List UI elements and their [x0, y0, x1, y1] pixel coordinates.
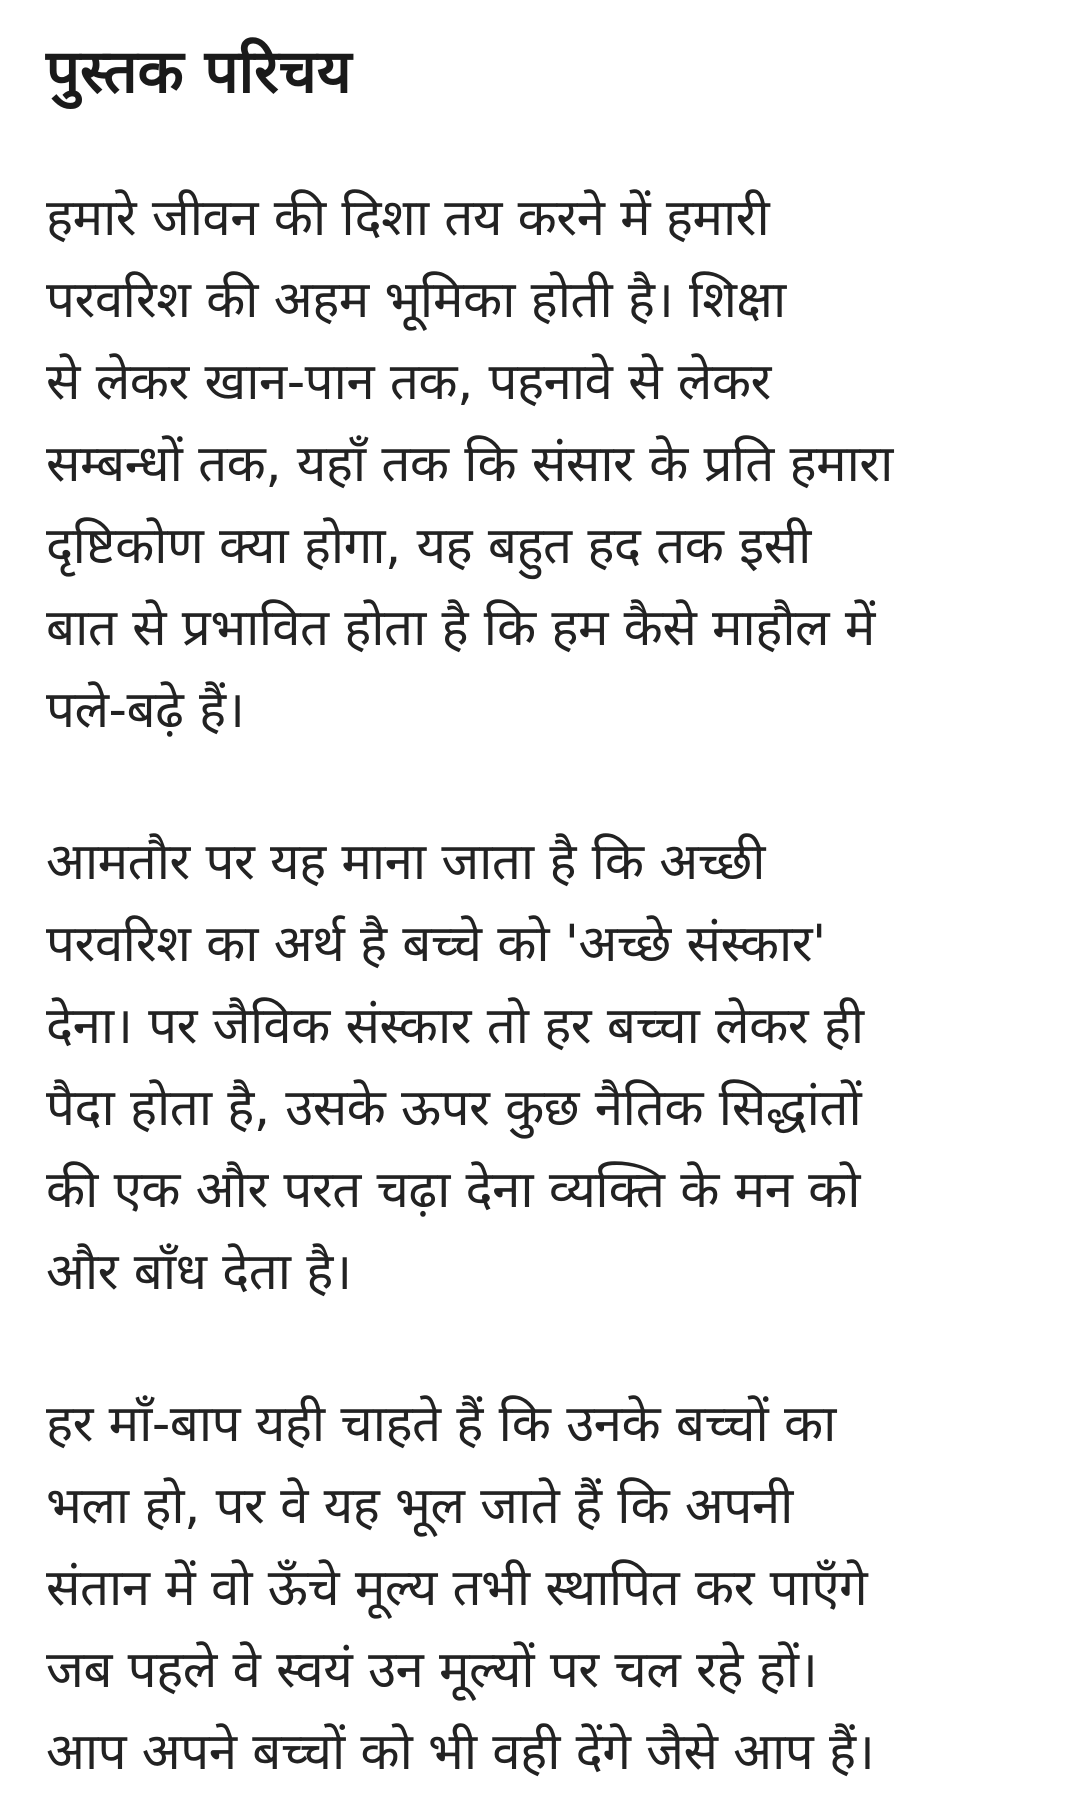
text-line: आमतौर पर यह माना जाता है कि अच्छी	[46, 833, 765, 892]
paragraph-3	[46, 1384, 1034, 1794]
text-line: जब पहले वे स्वयं उन मूल्यों पर चल रहे हों।	[46, 1641, 818, 1700]
text-line: देना। पर जैविक संस्कार तो हर बच्चा लेकर ही	[46, 997, 864, 1056]
paragraph-1	[46, 178, 1034, 752]
text-line: सम्बन्धों तक, यहाँ तक कि संसार के प्रति हमारा	[46, 435, 893, 494]
text-line: बात से प्रभावित होता है कि हम कैसे माहौल में	[46, 599, 875, 658]
text-line: हमारे जीवन की दिशा तय करने में हमारी	[46, 189, 770, 248]
text-line: परवरिश का अर्थ है बच्चे को 'अच्छे संस्कार'	[46, 915, 826, 974]
text-line: आप अपने बच्चों को भी वही देंगे जैसे आप हैं।	[46, 1723, 875, 1782]
text-line: पले-बढ़े हैं।	[46, 681, 245, 740]
paragraph-2	[46, 822, 1034, 1314]
text-line: पैदा होता है, उसके ऊपर कुछ नैतिक सिद्धांतों	[46, 1079, 862, 1138]
text-line: हर माँ-बाप यही चाहते हैं कि उनके बच्चों का	[46, 1395, 836, 1454]
text-line: और बाँध देता है।	[46, 1243, 352, 1302]
text-line: संतान में वो ऊँचे मूल्य तभी स्थापित कर पाएँगे	[46, 1559, 868, 1618]
text-line: भला हो, पर वे यह भूल जाते हैं कि अपनी	[46, 1477, 793, 1536]
text-line: परवरिश की अहम भूमिका होती है। शिक्षा	[46, 271, 786, 330]
text-line: से लेकर खान-पान तक, पहनावे से लेकर	[46, 353, 771, 412]
page-title: पुस्तक परिचय	[46, 37, 352, 107]
text-line: की एक और परत चढ़ा देना व्यक्ति के मन को	[46, 1161, 860, 1220]
text-line: दृष्टिकोण क्या होगा, यह बहुत हद तक इसी	[46, 517, 811, 576]
